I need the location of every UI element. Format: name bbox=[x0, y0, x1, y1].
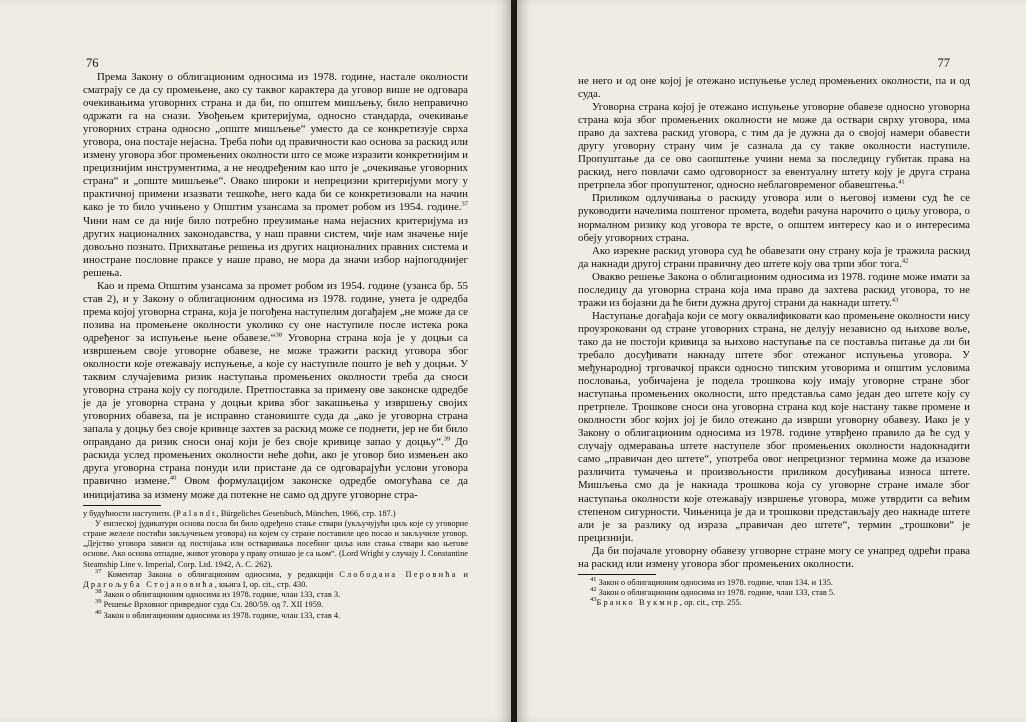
page-body bbox=[83, 71, 468, 621]
footnote: $^{41}$ Закон о облигационим односима из 1978. године, члан 134. и 135. bbox=[590, 575, 833, 587]
footnote: $^{38}$ Закон о облигационим односима из 1978. године, члан 133, став 3. bbox=[95, 588, 341, 600]
footnotes bbox=[578, 575, 970, 609]
paragraph: Приликом одлучивања о раскиду уговора или о његовој измени суд ће се руководити начелима поштеног промета, водећи рачуна нарочито о циљу уговора, о нормалном ризику код уговора те врсте, о општем интересу као и о интересима обеју уговорних страна. bbox=[578, 192, 970, 244]
right-page bbox=[517, 0, 1026, 722]
paragraph: Да би појачале уговорну обавезу уговорне стране могу се унапред одрећи права на раскид или измену уговора због промењених околности. bbox=[578, 544, 970, 570]
footnote-divider bbox=[83, 505, 161, 506]
paragraph: Као и према Општим узансама за промет робом из 1954. године (узанса бр. 55 став 2), и у Закону о облигационим односима из 1978. године, унета је одредба према којој уговорна страна, која је погођена наступелим догађајем „не може да се позива на промењене околности уколико су оне наступиле после истека рока одређеног за испуњење њене обавезе.“$^{38}$ Уговорна страна која је у доцњи са извршењем своје уговорне обавезе, не може тражити раскид уговора због околности које отежавају испуњење, а које су наступиле пошто је већ у доцњи. У таквим случајевима ризик наступања промењених околности треба да сноси уговорна страна коју су погодиле. Претпоставка за примену ове законске одредбе је да је уговорна страна у доцњи крива због закашњења у извршењу својих уговорних обавеза, па је исправно становиште суда да „ако је уговорна страна запала у доцњу без своје кривице захтев за раскид може се поднети, јер не би било оправдано да ризик сноси онај који је без своје кривице запао у доцњу“.$^{39}$ До раскида услед промењених околности неће доћи, ако је уговор био измењен ако друга уговорна страна понуди или пристане да се одговарајући услови уговора правично измене.$^{40}$ Овом формулацијом законске одредбе омогућава се да иницијатива за измену може да потекне не само од друге уговорне стра- bbox=[83, 279, 469, 501]
footnote-ref: 43 bbox=[891, 296, 899, 304]
paragraph: Ако изрекне раскид уговора суд ће обавезати ону страну која је тражила раскид да накнади другој страни правичну део штете коју ова трпи због тога.$^{42}$ bbox=[578, 244, 970, 270]
footnotes bbox=[83, 509, 468, 621]
footnote-ref: 39 bbox=[443, 435, 451, 443]
left-page bbox=[0, 0, 511, 722]
footnote-ref: 42 bbox=[901, 257, 909, 265]
footnote: $^{37}$ Коментар Закона о облигационим односима, у редакцији Слободана Перовића и Драгољуба Стојановића, књига I, op. cit., стр. 430. bbox=[83, 567, 468, 589]
footnote-ref: 38 bbox=[275, 331, 282, 339]
footnote: у будућности наступити. (Palandt, Bürgeliches Gesetsbuch, München, 1966, стр. 187.) bbox=[83, 508, 396, 518]
footnote-divider bbox=[578, 574, 656, 575]
footnote-ref: 37 bbox=[461, 200, 468, 208]
footnote: У енглеској јудикатури основа посла би било одређено стање ствари (укључујући циљ које су уговорне стране желеле постићи закључењем уговора) на којем су стране поставиле цео посао и закључиле уговор. „Дејство уговора зависи од постојања или остваривања посебног циља или стања ствари као његове основе. Ако основа отпадне, живот уговора у праву отишао је са њом“. (Lord Wright у случају J. Constantine Steamship Line v. Imperial, Corp. Ltd. 1942, A. C. 262). bbox=[83, 518, 468, 569]
page-body bbox=[578, 75, 970, 608]
footnote-ref: 41 bbox=[898, 178, 905, 186]
paragraph: Уговорна страна којој је отежано испуњење уговорне обавезе односно уговорна страна која због промењених околности не може да оствари сврху уговора, има право да захтева раскид уговора, с тим да је дужна да о својој намери обавести другу уговорну страну чим је сазнала да су такве околности наступиле. Пропуштање да се ово саопштење учини нема за последицу губитак права на раскид, него повлачи само одговорност за евентуалну штету коју је друга страна претрпела због пропуштеног, односно неблаговременог обавештења.$^{41}$ bbox=[578, 101, 970, 192]
paragraph: Према Закону о облигационим односима из 1978. године, настале околности сматрају се да су промењене, ако су таквог карактера да уговор више не одговара очекивањима уговорних страна и да би, по општем мишљењу, било неправично одржати га на снази. Увођењем критеријума, односно стандарда, очекивање уговорних страна односно „опште мишљење“ уместо да се конкретизује сврха уговора, она постаје нејасна. Треба поћи од правичности као основа за раскид или измену уговора због промењених околности што се може изразити конкретнијим и прецизнијим инструментима, а не неодређеним као што је „очекивање уговорних страна“ и „опште мишљење“. Овако широки и непрецизни критеријуми могу у практичној примени изазвати тешкоће, него када би се конкретизовали на начин како је то било учињено у Општим узансама за промет робом из 1954. године.$^{37}$ Чини нам се да није било потребно преузимање нама нејасних критеријума из других националних законодавства, у наш правни систем, чије нам значење није довољно познато. Прихватање решења из других националних правних система и иностране пословне праксе у наше право, не мора да значи избор најпогоднијег решења. bbox=[83, 71, 468, 279]
paragraph: Наступање догађаја који се могу оквалификовати као промењене околности нису проузроковани од стране уговорних страна, не делују независно од њихове воље, тако да не постоји кривица за њихово наступање па се поставља питање да ли би требало досуђивати накнаду штете због отежаног испуњења уговора. У међународној трговачкој пракси односно типским уговорима и општим условима пословања, уобичајена је подела трошкова коју имају уговорне стране због наступања промењених околности, што представља само један део штете коју су претрпеле. Трошкове сноси она уговорна страна код које настану такве промене и околности због којих јој је било отежано да изврши уговорну обавезу. Иако је у Закону о облигационим односима из 1978. године утврђено правило да ће суд у случају одмеравања штете наступеле због промењених околности надокнадити само „правичан део штете“, употреба овог непрецизног термина може да изазове различита тумачења и произвољности приликом досуђивања износа штете. Мишљења смо да је накнада трошкова која су уговорне стране имале због наступања околности које отежавају извршење уговора, може утврдити са већим степеном сигурности. Чињеница је да и трошкови представљају део накнаде штете али је за разлику од израза „правичан део штете“, термин „трошкови“ је прецизнији. bbox=[578, 309, 970, 544]
paragraph: не него и од оне којој је отежано испуњење услед промењених околности, па и од суда. bbox=[578, 75, 970, 101]
footnote: $^{42}$ Закон о облигационим односима из 1978. године, члан 133, став 5. bbox=[590, 586, 836, 597]
page-number: 76 bbox=[86, 56, 99, 70]
page-number: 77 bbox=[937, 56, 950, 70]
footnote: $^{39}$ Решење Врховног привредног суда Сл. 280/59. од 7. XII 1959. bbox=[95, 598, 324, 610]
paragraph: Овакво решење Закона о облигационим односима из 1978. године може имати за последицу да уговорна страна која има право да захтева раскид уговора, то не тражи из бојазни да ће бити дужна другој страни да накнади штету.$^{43}$ bbox=[578, 270, 970, 309]
footnote: $^{40}$ Закон о облигационим односима из 1978. године, члан 133, став 4. bbox=[95, 608, 341, 620]
footnote-ref: 40 bbox=[169, 474, 177, 482]
footnote: $^{43}$Бранко Вукмир, op. cit., стр. 255. bbox=[590, 596, 742, 608]
